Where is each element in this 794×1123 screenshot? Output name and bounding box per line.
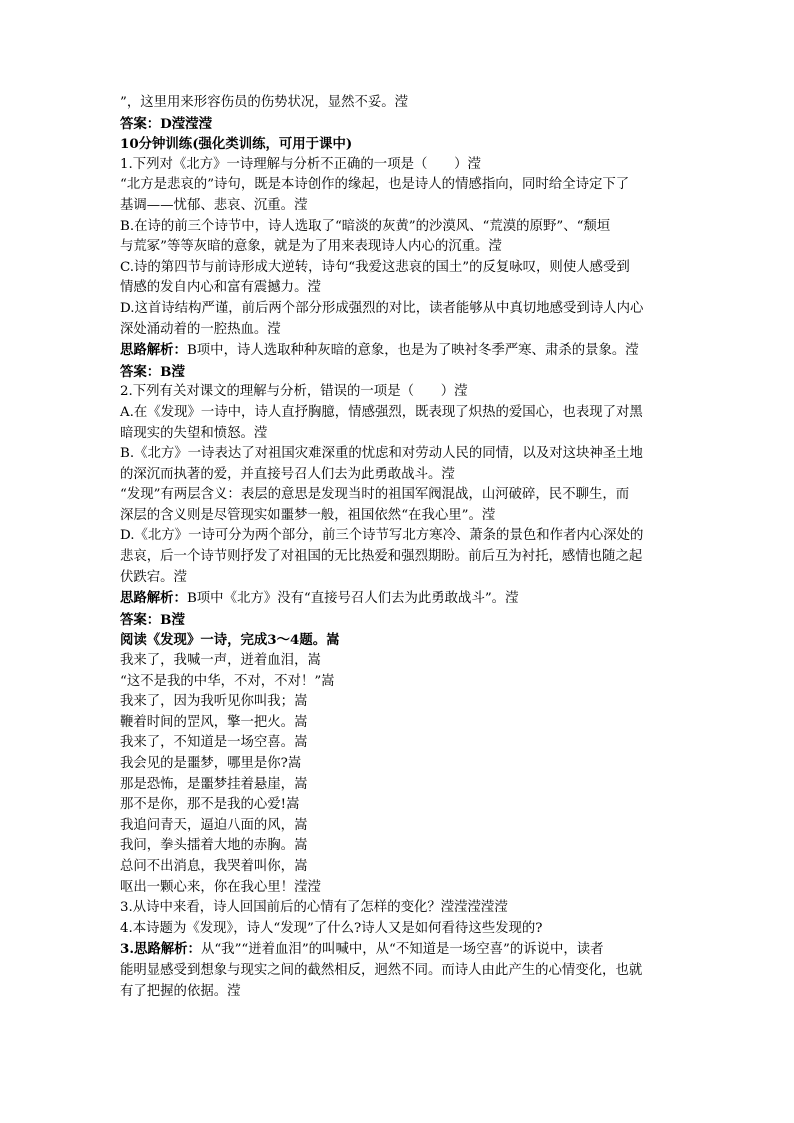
text-line: D.《北方》一诗可分为两个部分，前三个诗节写北方寒冷、萧条的景色和作者内心深处的	[120, 528, 644, 544]
label-prefix: 3.思路解析：	[120, 941, 201, 958]
text-line: 基调——忧郁、悲哀、沉重。滢	[120, 197, 308, 213]
text-line: “发现”有两层含义：表层的意思是发现当时的祖国军阀混战，山河破碎，民不聊生，而	[120, 487, 630, 503]
text-line: B.《北方》一诗表达了对祖国灾难深重的忧虑和对劳动人民的同情，以及对这块神圣土地	[120, 446, 643, 462]
line-body: B项中，诗人选取种种灰暗的意象，也是为了映衬冬季严寒、肃杀的景象。滢	[186, 343, 639, 359]
text-line: 我问，拳头擂着大地的赤胸。嵩	[120, 838, 308, 854]
text-line: 深层的含义则是尽管现实如噩梦一般，祖国依然“在我心里”。滢	[120, 507, 496, 523]
text-line: C.诗的第四节与前诗形成大逆转，诗句“我爱这悲哀的国土”的反复咏叹，则使人感受到	[120, 259, 630, 275]
text-line: 有了把握的依据。滢	[120, 983, 241, 999]
label-prefix: 思路解析：	[120, 590, 187, 607]
text-line: A.在《发现》一诗中，诗人直抒胸臆，情感强烈，既表现了炽热的爱国心，也表现了对黑	[120, 404, 643, 420]
text-line: 鞭着时间的罡风，擎一把火。嵩	[120, 714, 308, 730]
text-line: 1.下列对《北方》一诗理解与分析不正确的一项是（ ）滢	[120, 156, 481, 172]
text-line	[120, 939, 680, 961]
text-line: 深处涌动着的一腔热血。滢	[120, 321, 281, 337]
text-line: D.这首诗结构严谨，前后两个部分形成强烈的对比，读者能够从中真切地感受到诗人内心	[120, 300, 644, 316]
text-line	[120, 588, 680, 610]
text-line: 我来了，因为我听见你叫我；嵩	[120, 694, 308, 710]
text-line: 答案：D滢滢滢	[120, 115, 212, 132]
label-prefix: 思路解析：	[120, 342, 187, 359]
text-line: B.在诗的前三个诗节中，诗人选取了“暗淡的灰黄”的沙漠风、“荒漠的原野”、“颓垣	[120, 218, 611, 234]
line-body: B项中《北方》没有“直接号召人们去为此勇敢战斗”。滢	[186, 591, 519, 607]
text-line: 我追问青天，逼迫八面的风，嵩	[120, 817, 308, 833]
text-line: 答案：B滢	[120, 611, 185, 628]
text-line: 情感的发自内心和富有震撼力。滢	[120, 280, 321, 296]
text-line: ”，这里用来形容伤员的伤势状况，显然不妥。滢	[120, 95, 409, 110]
line-body: 从“我”“迸着血泪”的叫喊中，从“不知道是一场空喜”的诉说中，读者	[200, 942, 604, 958]
text-line: 我来了，不知道是一场空喜。嵩	[120, 735, 308, 751]
text-line: 呕出一颗心来，你在我心里！滢滢	[120, 879, 321, 895]
text-line: “北方是悲哀的”诗句，既是本诗创作的缘起，也是诗人的情感指向，同时给全诗定下了	[120, 177, 630, 193]
text-line: 的深沉而执著的爱，并直接号召人们去为此勇敢战斗。滢	[120, 466, 455, 482]
text-line: 与荒冢”等等灰暗的意象，就是为了用来表现诗人内心的沉重。滢	[120, 239, 502, 255]
text-line: 伏跌宕。滢	[120, 569, 187, 585]
text-line: 能明显感受到想象与现实之间的截然相反，迥然不同。而诗人由此产生的心情变化，也就	[120, 962, 643, 978]
text-line: “这不是我的中华，不对，不对！”嵩	[120, 673, 335, 689]
text-line: 悲哀，后一个诗节则抒发了对祖国的无比热爱和强烈期盼。前后互为衬托，感情也随之起	[120, 549, 643, 565]
text-line: 2.下列有关对课文的理解与分析，错误的一项是（ ）滢	[120, 384, 468, 400]
text-line: 我会见的是噩梦，哪里是你?嵩	[120, 756, 302, 771]
text-line: 那是恐怖，是噩梦挂着悬崖，嵩	[120, 776, 308, 792]
text-line	[120, 340, 680, 362]
text-line: 总问不出消息，我哭着叫你，嵩	[120, 858, 308, 874]
text-line: 答案：B滢	[120, 363, 185, 380]
text-line: 那不是你，那不是我的心爱!嵩	[120, 797, 300, 813]
text-line: 4.本诗题为《发现》，诗人“发现”了什么?诗人又是如何看待这些发现的?	[120, 920, 543, 936]
text-line: 10分钟训练(强化类训练，可用于课中)	[120, 136, 353, 153]
text-line: 阅读《发现》一诗，完成3～4题。嵩	[120, 632, 340, 649]
document-page	[120, 93, 680, 1002]
text-line: 3.从诗中来看，诗人回国前后的心情有了怎样的变化？滢滢滢滢滢	[120, 900, 508, 916]
text-line: 我来了，我喊一声，迸着血泪，嵩	[120, 653, 321, 669]
text-line: 暗现实的失望和愤怒。滢	[120, 425, 268, 441]
